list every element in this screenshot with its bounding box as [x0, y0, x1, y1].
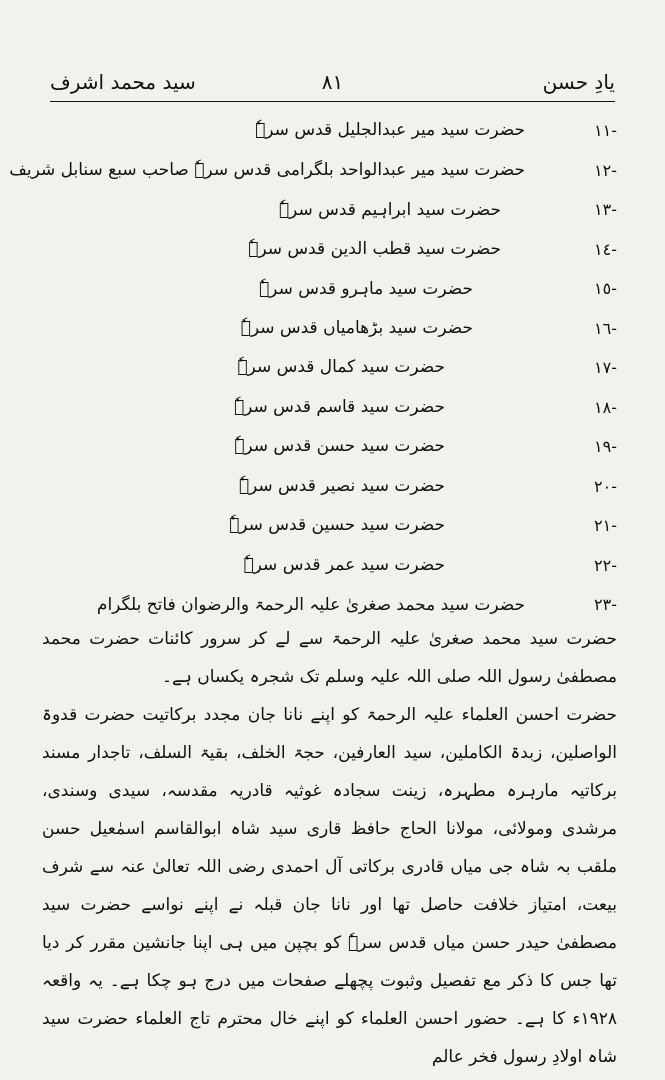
lineage-number: ٢٢-: [594, 555, 617, 575]
lineage-number: ١٨-: [594, 397, 617, 417]
lineage-text: حضرت سید حسین قدس سرہٗ: [229, 515, 445, 535]
lineage-item: [50, 347, 617, 387]
lineage-item: [50, 545, 617, 585]
lineage-text: حضرت سید میر عبدالجلیل قدس سرہٗ: [255, 120, 525, 140]
lineage-text: حضرت سید محمد صغریٰ علیہ الرحمۃ والرضوان فاتح بلگرام: [96, 595, 525, 615]
lineage-number: ١٣-: [594, 200, 617, 219]
lineage-number: ١٧-: [594, 358, 617, 377]
book-title: یادِ حسن: [542, 70, 615, 94]
lineage-text: حضرت سید ابراہیم قدس سرہٗ: [278, 200, 501, 220]
lineage-number: ١١-: [594, 121, 617, 140]
header-rule: [50, 101, 615, 102]
lineage-text: حضرت سید کمال قدس سرہٗ: [237, 357, 445, 377]
lineage-item: [50, 426, 617, 466]
lineage-item: [50, 505, 617, 545]
lineage-item: [50, 387, 617, 427]
lineage-number: ١٦-: [594, 318, 617, 338]
paragraph-2: حضرت احسن العلماء علیہ الرحمۃ کو اپنے نانا جان مجدد برکاتیت حضرت قدوۃ الواصلین، زبدۃ الکاملین، سید العارفین، حجۃ الخلف، بقیۃ السلف، تاجدار مسند برکاتیہ مارہرہ مطہرہ، زینت سجادہ غوثیہ قادریہ مقدسہ، سیدی وسندی، مرشدی ومولائی، مولانا الحاج حافظ قاری سید شاہ ابوالقاسم اسمٰعیل حسن ملقب بہ شاہ جی میاں قادری برکاتی آل احمدی رضی اللہ تعالیٰ عنہ سے شرف بیعت، امتیاز خلافت حاصل تھا اور نانا جان قبلہ نے اپنے نواسے حضرت سید مصطفیٰ حیدر حسن میاں قدس سرہٗ کو بچپن میں ہی اپنا جانشین مقرر کر دیا تھا جس کا ذکر مع تفصیل وثبوت پچھلے صفحات میں درج ہو چکا ہے۔ یہ واقعہ ١٩٢٨ء کا ہے۔ حضور احسن العلماء کو اپنے خال محترم تاج العلماء حضرت سید شاہ اولادِ رسول فخر عالم: [42, 705, 617, 1067]
body-text: [42, 620, 617, 1076]
author-name: سید محمد اشرف: [50, 70, 196, 94]
lineage-item: [9, 150, 617, 190]
lineage-text: حضرت سید حسن قدس سرہٗ: [234, 436, 445, 456]
lineage-number: ٢٠-: [594, 476, 617, 496]
lineage-item: [50, 268, 617, 308]
lineage-number: ١٤-: [594, 239, 617, 259]
lineage-text: حضرت سید نصیر قدس سرہٗ: [238, 475, 445, 496]
lineage-number: ١٩-: [594, 437, 617, 456]
page-header: [50, 62, 615, 102]
lineage-item: [50, 110, 617, 150]
lineage-text: حضرت سید ماہرو قدس سرہٗ: [258, 279, 473, 299]
lineage-list: [9, 110, 617, 624]
lineage-item: [50, 308, 617, 348]
lineage-item: [50, 466, 617, 506]
page-number: ٨١: [321, 70, 344, 94]
lineage-number: ٢٣-: [594, 595, 617, 614]
lineage-item: [50, 584, 617, 624]
lineage-number: ٢١-: [594, 516, 617, 535]
lineage-text: حضرت سید قاسم قدس سرہٗ: [233, 396, 445, 417]
lineage-text: حضرت سید بڑھامیاں قدس سرہٗ: [240, 317, 473, 338]
lineage-number: ١٢-: [594, 160, 617, 180]
lineage-text: حضرت سید عمر قدس سرہٗ: [243, 554, 445, 575]
paragraph-1: حضرت سید محمد صغریٰ علیہ الرحمۃ سے لے کر سرور کائنات حضرت محمد مصطفیٰ رسول اللہ صلی اللہ علیہ وسلم تک شجرہ یکساں ہے۔: [42, 629, 617, 687]
lineage-item: [50, 229, 617, 269]
lineage-item: [50, 189, 617, 229]
lineage-text: حضرت سید قطب الدین قدس سرہٗ: [248, 238, 501, 259]
lineage-text: حضرت سید میر عبدالواحد بلگرامی قدس سرہٗ صاحب سبع سنابل شریف: [9, 159, 525, 180]
lineage-number: ١٥-: [594, 279, 617, 298]
